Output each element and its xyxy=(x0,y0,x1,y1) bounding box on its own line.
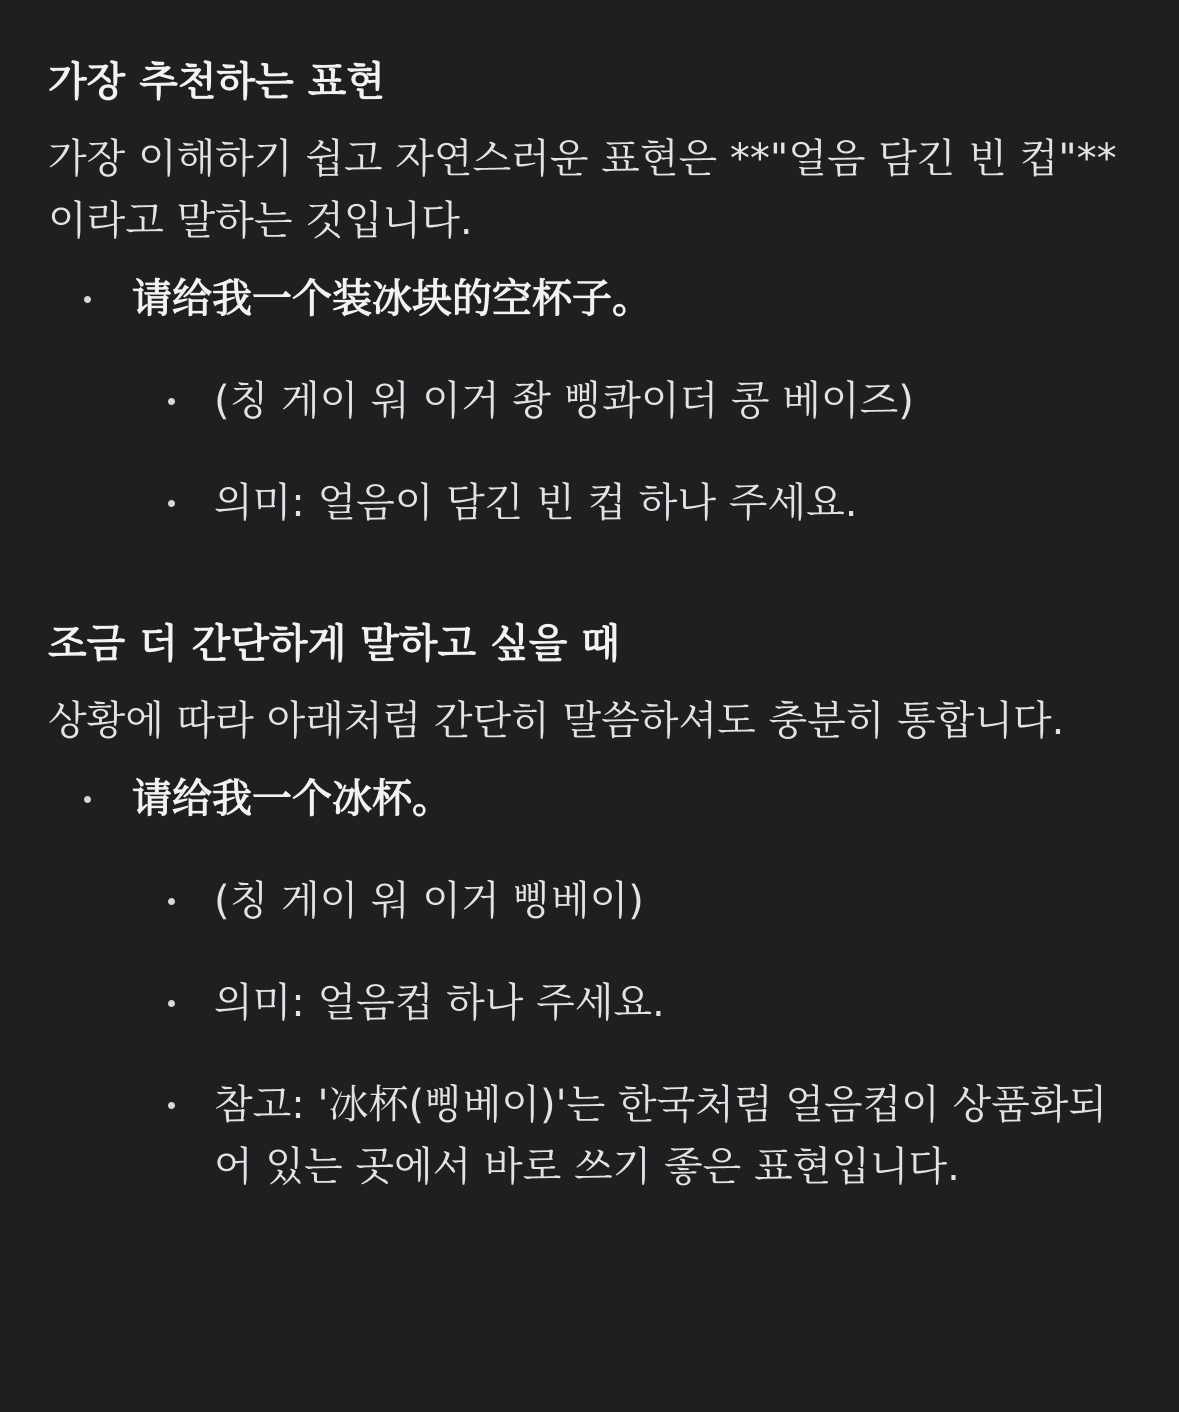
sub-list-item-text: 참고: '冰杯(삥베이)'는 한국처럼 얼음컵이 상품화되어 있는 곳에서 바로 쓰기 좋은 표현입니다. xyxy=(214,1082,1108,1190)
sub-list-item xyxy=(48,370,1118,432)
bullet-icon xyxy=(168,398,175,405)
sub-list-item xyxy=(48,1074,1118,1198)
list-item-text: 请给我一个冰杯。 xyxy=(132,776,452,822)
sub-list-item xyxy=(48,972,1118,1034)
bullet-icon xyxy=(168,898,175,905)
sub-list-item-text: (칭 게이 워 이거 좡 삥콰이더 콩 베이즈) xyxy=(214,378,914,424)
message-content xyxy=(48,52,1118,1198)
bullet-icon xyxy=(168,500,175,507)
bullet-icon xyxy=(168,1102,175,1109)
sub-list-item xyxy=(48,870,1118,932)
section-recommended xyxy=(48,52,1118,534)
sub-list-item xyxy=(48,472,1118,534)
sub-list-item-text: 의미: 얼음이 담긴 빈 컵 하나 주세요. xyxy=(214,480,858,526)
sub-list-item-text: (칭 게이 워 이거 삥베이) xyxy=(214,878,644,924)
section-paragraph: 가장 이해하기 쉽고 자연스러운 표현은 **"얼음 담긴 빈 컵"**이라고 말하는 것입니다. xyxy=(48,136,1117,244)
section-heading: 가장 추천하는 표현 xyxy=(48,59,385,105)
list-item-text: 请给我一个装冰块的空杯子。 xyxy=(132,276,652,322)
sub-list-item-text: 의미: 얼음컵 하나 주세요. xyxy=(214,980,665,1026)
section-simpler xyxy=(48,614,1118,1198)
bullet-icon xyxy=(168,1000,175,1007)
section-paragraph: 상황에 따라 아래처럼 간단히 말씀하셔도 충분히 통합니다. xyxy=(48,698,1065,744)
list-item xyxy=(48,768,1118,830)
bullet-icon xyxy=(84,796,91,803)
section-heading: 조금 더 간단하게 말하고 싶을 때 xyxy=(48,621,620,667)
bullet-icon xyxy=(84,296,91,303)
list-item xyxy=(48,268,1118,330)
